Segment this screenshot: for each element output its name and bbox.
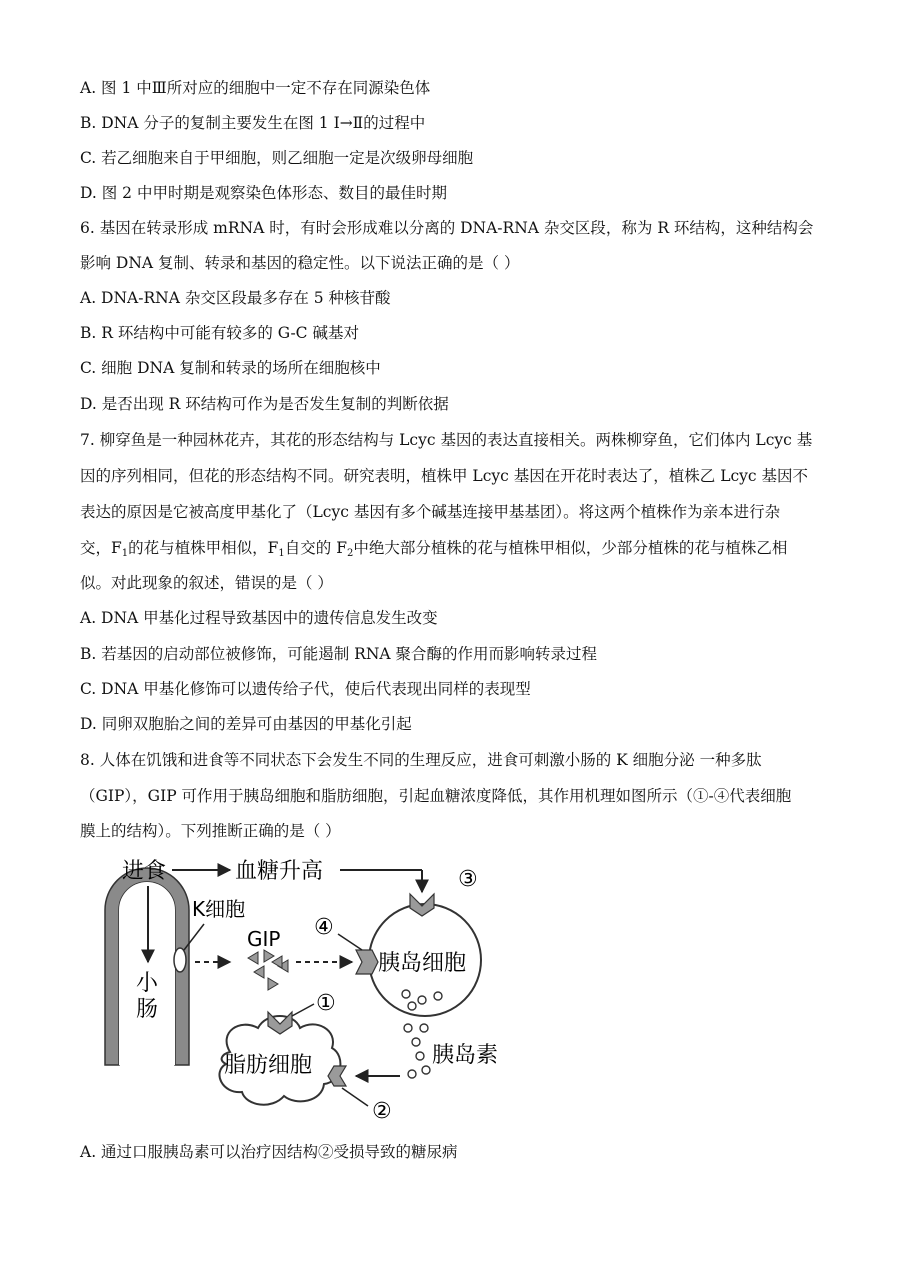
receptor-4-pointer	[338, 934, 362, 950]
insulin-granule	[412, 1038, 420, 1046]
insulin-granule	[402, 990, 410, 998]
subscript: 1	[121, 548, 129, 559]
q7-option-b: B. 若基因的启动部位被修饰，可能遏制 RNA 聚合酶的作用而影响转录过程	[80, 645, 598, 663]
gip-mechanism-diagram	[100, 850, 530, 1125]
q7-stem-line-4	[80, 538, 787, 564]
insulin-granule	[416, 1052, 424, 1060]
q8-stem-line-3: 膜上的结构）。下列推断正确的是（ ）	[80, 822, 341, 840]
gip-molecule	[268, 978, 278, 990]
k-cell-shape	[174, 948, 186, 972]
gip-label: GIP	[247, 927, 281, 951]
q7-stem-line-1: 7. 柳穿鱼是一种园林花卉，其花的形态结构与 Lcyc 基因的表达直接相关。两株柳穿鱼，它们体内 Lcyc 基	[80, 431, 813, 449]
receptor-3-label: ③	[458, 867, 478, 892]
q7-stem-line-2: 因的序列相同，但花的形态结构不同。研究表明，植株甲 Lcyc 基因在开花时表达了，植株乙 Lcyc 基因不	[80, 467, 809, 485]
q7-stem-line-5: 似。对此现象的叙述，错误的是（ ）	[80, 574, 333, 592]
k-cell-label: K细胞	[192, 897, 246, 921]
q8-option-a: A. 通过口服胰岛素可以治疗因结构②受损导致的糖尿病	[80, 1143, 458, 1161]
q6-stem-line-1: 6. 基因在转录形成 mRNA 时，有时会形成难以分离的 DNA-RNA 杂交区段，称为 R 环结构，这种结构会	[80, 219, 814, 237]
q7-text-part: 交，F	[80, 539, 122, 557]
eat-label: 进食	[122, 859, 167, 884]
insulin-granule	[408, 1070, 416, 1078]
fat-cell-label: 脂肪细胞	[224, 1053, 313, 1078]
insulin-granule	[420, 1024, 428, 1032]
insulin-granule	[422, 1066, 430, 1074]
receptor-1-label: ①	[316, 991, 336, 1016]
q5-option-d: D. 图 2 中甲时期是观察染色体形态、数目的最佳时期	[80, 184, 447, 202]
q7-option-c: C. DNA 甲基化修饰可以遗传给子代，使后代表现出同样的表现型	[80, 680, 531, 698]
gip-molecule	[248, 952, 258, 964]
q7-option-d: D. 同卵双胞胎之间的差异可由基因的甲基化引起	[80, 715, 412, 733]
insulin-granule	[408, 1002, 416, 1010]
q5-option-c: C. 若乙细胞来自于甲细胞，则乙细胞一定是次级卵母细胞	[80, 149, 474, 167]
q7-text-part: 的花与植株甲相似，F	[128, 539, 279, 557]
islet-cell-label: 胰岛细胞	[378, 951, 467, 976]
q6-stem-line-2: 影响 DNA 复制、转录和基因的稳定性。以下说法正确的是（ ）	[80, 254, 520, 272]
receptor-2-label: ②	[372, 1099, 392, 1124]
subscript: 1	[278, 548, 285, 559]
q6-option-d: D. 是否出现 R 环结构可作为是否发生复制的判断依据	[80, 395, 449, 413]
q7-stem-line-3: 表达的原因是它被高度甲基化了（Lcyc 基因有多个碱基连接甲基基团）。将这两个植株作为亲本进行杂	[80, 503, 781, 521]
q6-option-b: B. R 环结构中可能有较多的 G-C 碱基对	[80, 324, 359, 342]
small-intestine-label-1: 小	[136, 971, 159, 996]
q7-text-part: 中绝大部分植株的花与植株甲相似，少部分植株的花与植株乙相	[353, 539, 788, 557]
q7-text-part: 自交的 F	[284, 539, 347, 557]
gip-molecules	[248, 950, 288, 990]
gip-molecule	[272, 956, 282, 968]
receptor-1-pointer	[292, 1004, 314, 1016]
insulin-granule	[404, 1024, 412, 1032]
insulin-granule	[418, 996, 426, 1004]
q8-stem-line-2: （GIP），GIP 可作用于胰岛细胞和脂肪细胞，引起血糖浓度降低，其作用机理如图所示（①-④代表细胞	[80, 787, 792, 805]
gip-molecule	[254, 966, 264, 978]
q8-stem-line-1: 8. 人体在饥饿和进食等不同状态下会发生不同的生理反应，进食可刺激小肠的 K 细胞分泌 一种多肽	[80, 751, 762, 769]
q5-option-b: B. DNA 分子的复制主要发生在图 1 Ⅰ→Ⅱ的过程中	[80, 114, 426, 132]
receptor-4-label: ④	[314, 915, 334, 940]
q5-option-a: A. 图 1 中Ⅲ所对应的细胞中一定不存在同源染色体	[80, 79, 431, 97]
insulin-label: 胰岛素	[432, 1043, 499, 1068]
subscript: 2	[346, 548, 354, 559]
q6-option-a: A. DNA-RNA 杂交区段最多存在 5 种核苷酸	[80, 289, 391, 307]
q7-option-a: A. DNA 甲基化过程导致基因中的遗传信息发生改变	[80, 609, 438, 627]
insulin-granule	[434, 992, 442, 1000]
q6-option-c: C. 细胞 DNA 复制和转录的场所在细胞核中	[80, 359, 381, 377]
receptor-2-pointer	[342, 1088, 368, 1106]
small-intestine-label-2: 肠	[136, 997, 159, 1022]
blood-sugar-label: 血糖升高	[235, 859, 324, 884]
gip-molecule	[264, 950, 274, 962]
